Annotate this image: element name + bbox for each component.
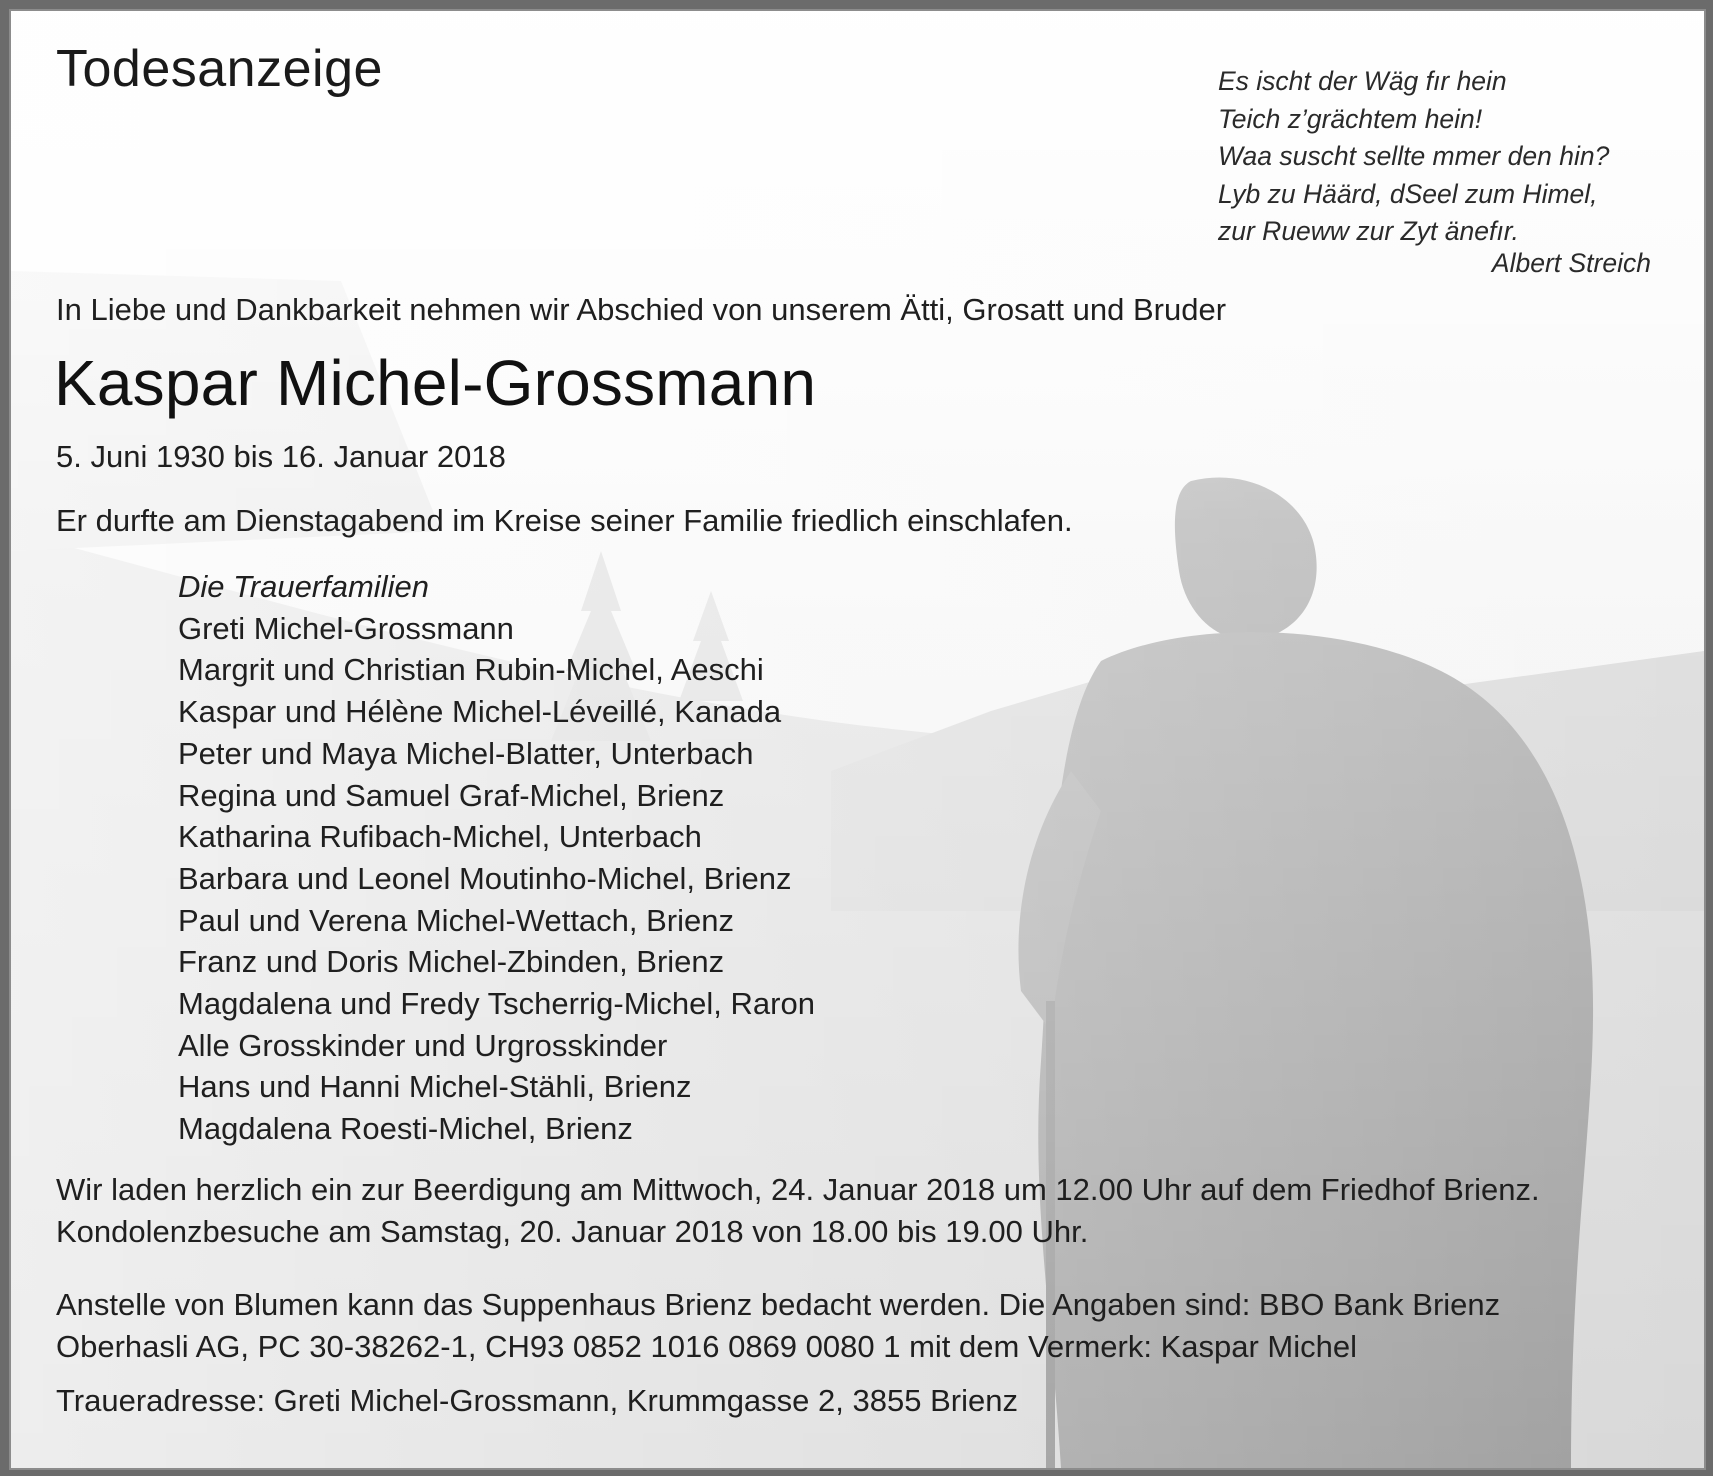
donation-info [56, 1284, 1500, 1367]
document-type-heading: Todesanzeige [56, 40, 383, 98]
mourners-list [178, 566, 815, 1150]
poem-line: zur Rueww zur Zyt änefır. [1218, 216, 1519, 246]
intro-text: In Liebe und Dankbarkeit nehmen wir Abschied von unserem Ätti, Grosatt und Bruder [56, 292, 1227, 327]
poem-line: Waa suscht sellte mmer den hin? [1218, 141, 1610, 171]
mourner-entry: Hans und Hanni Michel-Stähli, Brienz [178, 1069, 692, 1105]
mourning-address: Traueradresse: Greti Michel-Grossmann, Krummgasse 2, 3855 Brienz [56, 1383, 1018, 1418]
mourner-entry: Regina und Samuel Graf-Michel, Brienz [178, 777, 725, 813]
poem-line: Lyb zu Häärd, dSeel zum Himel, [1218, 178, 1598, 209]
donation-line: Anstelle von Blumen kann das Suppenhaus Brienz bedacht werden. Die Angaben sind: BBO Bank Brienz [56, 1287, 1501, 1322]
poem-line: Es ischt der Wäg fır hein [1218, 66, 1507, 96]
poem-author: Albert Streich [1491, 248, 1651, 278]
mourner-entry: Magdalena und Fredy Tscherrig-Michel, Raron [178, 986, 815, 1022]
mourners-heading: Die Trauerfamilien [178, 569, 429, 604]
mourner-entry: Greti Michel-Grossmann [178, 610, 514, 646]
mourner-entry: Barbara und Leonel Moutinho-Michel, Brienz [178, 860, 792, 896]
mourner-entry: Magdalena Roesti-Michel, Brienz [178, 1111, 633, 1147]
mourner-entry: Kaspar und Hélène Michel-Léveillé, Kanada [178, 694, 782, 730]
funeral-info [56, 1169, 1540, 1252]
mourner-entry: Margrit und Christian Rubin-Michel, Aeschi [178, 652, 764, 688]
mourner-entry: Alle Grosskinder und Urgrosskinder [178, 1027, 668, 1063]
passing-text: Er durfte am Dienstagabend im Kreise seiner Familie friedlich einschlafen. [56, 503, 1073, 538]
poem-verse [1218, 63, 1609, 251]
poem-line: Teich z’grächtem hein! [1218, 103, 1483, 134]
mourner-entry: Franz und Doris Michel-Zbinden, Brienz [178, 944, 725, 980]
life-dates: 5. Juni 1930 bis 16. Januar 2018 [56, 439, 506, 474]
condolence-line: Kondolenzbesuche am Samstag, 20. Januar 2018 von 18.00 bis 19.00 Uhr. [56, 1213, 1089, 1249]
obituary-card [11, 11, 1704, 1468]
mourner-entry: Paul und Verena Michel-Wettach, Brienz [178, 902, 735, 938]
donation-bank-line: Oberhasli AG, PC 30-38262-1, CH93 0852 1016 0869 0080 1 mit dem Vermerk: Kaspar Michel [56, 1328, 1358, 1364]
deceased-name: Kaspar Michel-Grossmann [54, 347, 817, 419]
mourner-entry: Katharina Rufibach-Michel, Unterbach [178, 819, 702, 855]
funeral-line: Wir laden herzlich ein zur Beerdigung am Mittwoch, 24. Januar 2018 um 12.00 Uhr auf dem Friedhof Brienz. [56, 1172, 1540, 1207]
mourner-entry: Peter und Maya Michel-Blatter, Unterbach [178, 735, 754, 771]
